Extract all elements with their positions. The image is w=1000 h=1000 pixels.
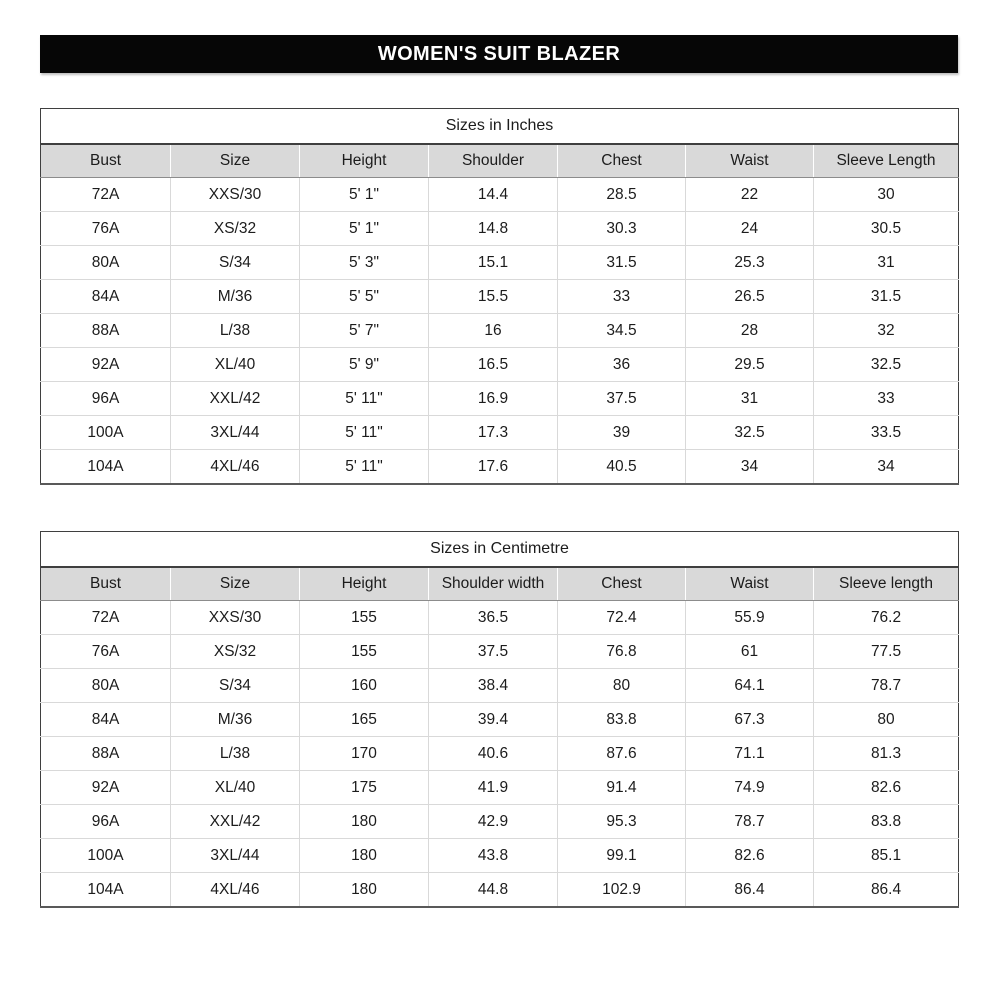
- cell: 38.4: [429, 669, 558, 703]
- cell: 17.3: [429, 416, 558, 450]
- cell: S/34: [171, 246, 300, 280]
- header-row: [41, 144, 959, 178]
- cell: 30.5: [814, 212, 959, 246]
- cell: 84A: [41, 280, 171, 314]
- cell: 15.1: [429, 246, 558, 280]
- cell: 55.9: [686, 601, 814, 635]
- cell: 83.8: [814, 805, 959, 839]
- header-row: [41, 567, 959, 601]
- cell: 5' 1": [300, 212, 429, 246]
- cell: L/38: [171, 737, 300, 771]
- table-row: [41, 450, 959, 485]
- cell: 16: [429, 314, 558, 348]
- table-row: [41, 382, 959, 416]
- column-header: Sleeve length: [814, 567, 959, 601]
- cell: XXS/30: [171, 178, 300, 212]
- table-caption: Sizes in Inches: [41, 109, 959, 145]
- cell: 180: [300, 805, 429, 839]
- cell: 4XL/46: [171, 450, 300, 485]
- cell: 82.6: [814, 771, 959, 805]
- cell: 33: [814, 382, 959, 416]
- table-row: [41, 771, 959, 805]
- cell: 71.1: [686, 737, 814, 771]
- cell: 72A: [41, 178, 171, 212]
- cell: XS/32: [171, 212, 300, 246]
- cell: 96A: [41, 805, 171, 839]
- cell: 14.4: [429, 178, 558, 212]
- cell: 76.2: [814, 601, 959, 635]
- cell: XXS/30: [171, 601, 300, 635]
- sizes-in-inches-table: [40, 108, 959, 485]
- table-row: [41, 737, 959, 771]
- cell: 80: [814, 703, 959, 737]
- cell: 25.3: [686, 246, 814, 280]
- cell: 5' 11": [300, 450, 429, 485]
- column-header: Waist: [686, 567, 814, 601]
- cell: 87.6: [558, 737, 686, 771]
- cell: 67.3: [686, 703, 814, 737]
- cell: L/38: [171, 314, 300, 348]
- cell: 5' 1": [300, 178, 429, 212]
- cell: 33.5: [814, 416, 959, 450]
- column-header: Bust: [41, 144, 171, 178]
- table-row: [41, 178, 959, 212]
- cell: 44.8: [429, 873, 558, 908]
- cell: 80A: [41, 246, 171, 280]
- cell: 31: [814, 246, 959, 280]
- table-row: [41, 212, 959, 246]
- cell: 165: [300, 703, 429, 737]
- cell: 91.4: [558, 771, 686, 805]
- cell: 155: [300, 601, 429, 635]
- cell: 76A: [41, 635, 171, 669]
- cell: XXL/42: [171, 805, 300, 839]
- cell: 5' 11": [300, 382, 429, 416]
- cell: 76A: [41, 212, 171, 246]
- cell: 36.5: [429, 601, 558, 635]
- table-row: [41, 805, 959, 839]
- cell: 22: [686, 178, 814, 212]
- cell: 30: [814, 178, 959, 212]
- table-row: [41, 348, 959, 382]
- cell: 78.7: [686, 805, 814, 839]
- table-row: [41, 601, 959, 635]
- cell: 37.5: [429, 635, 558, 669]
- cell: 17.6: [429, 450, 558, 485]
- cell: 36: [558, 348, 686, 382]
- table-row: [41, 873, 959, 908]
- column-header: Chest: [558, 567, 686, 601]
- cell: 34: [686, 450, 814, 485]
- column-header: Size: [171, 567, 300, 601]
- cell: 77.5: [814, 635, 959, 669]
- cell: 92A: [41, 771, 171, 805]
- cell: 84A: [41, 703, 171, 737]
- table-row: [41, 703, 959, 737]
- table-row: [41, 246, 959, 280]
- cell: 88A: [41, 314, 171, 348]
- cell: 37.5: [558, 382, 686, 416]
- cell: 160: [300, 669, 429, 703]
- cell: 43.8: [429, 839, 558, 873]
- cell: 33: [558, 280, 686, 314]
- column-header: Height: [300, 567, 429, 601]
- cell: 14.8: [429, 212, 558, 246]
- cell: 100A: [41, 416, 171, 450]
- cell: 82.6: [686, 839, 814, 873]
- sizes-in-centimetre-section: [40, 531, 958, 908]
- cell: 3XL/44: [171, 839, 300, 873]
- table-row: [41, 416, 959, 450]
- cell: 16.9: [429, 382, 558, 416]
- cell: 40.6: [429, 737, 558, 771]
- cell: 104A: [41, 450, 171, 485]
- table-row: [41, 314, 959, 348]
- cell: 76.8: [558, 635, 686, 669]
- cell: 61: [686, 635, 814, 669]
- cell: 96A: [41, 382, 171, 416]
- cell: M/36: [171, 280, 300, 314]
- column-header: Waist: [686, 144, 814, 178]
- cell: 5' 7": [300, 314, 429, 348]
- cell: 42.9: [429, 805, 558, 839]
- cell: 86.4: [686, 873, 814, 908]
- cell: 31.5: [558, 246, 686, 280]
- cell: 5' 9": [300, 348, 429, 382]
- cell: 175: [300, 771, 429, 805]
- column-header: Chest: [558, 144, 686, 178]
- cell: 32.5: [814, 348, 959, 382]
- cell: 100A: [41, 839, 171, 873]
- cell: 34: [814, 450, 959, 485]
- table-row: [41, 839, 959, 873]
- cell: 80A: [41, 669, 171, 703]
- cell: 83.8: [558, 703, 686, 737]
- table-row: [41, 635, 959, 669]
- cell: 5' 5": [300, 280, 429, 314]
- cell: 86.4: [814, 873, 959, 908]
- cell: 26.5: [686, 280, 814, 314]
- cell: 102.9: [558, 873, 686, 908]
- cell: 32.5: [686, 416, 814, 450]
- table-row: [41, 280, 959, 314]
- cell: 180: [300, 873, 429, 908]
- cell: 72.4: [558, 601, 686, 635]
- table-row: [41, 669, 959, 703]
- cell: 81.3: [814, 737, 959, 771]
- cell: 180: [300, 839, 429, 873]
- cell: 78.7: [814, 669, 959, 703]
- cell: XS/32: [171, 635, 300, 669]
- cell: 3XL/44: [171, 416, 300, 450]
- cell: 28: [686, 314, 814, 348]
- cell: 92A: [41, 348, 171, 382]
- cell: 16.5: [429, 348, 558, 382]
- column-header: Shoulder: [429, 144, 558, 178]
- table-caption: Sizes in Centimetre: [41, 532, 959, 568]
- column-header: Height: [300, 144, 429, 178]
- cell: 24: [686, 212, 814, 246]
- cell: 29.5: [686, 348, 814, 382]
- cell: 31.5: [814, 280, 959, 314]
- cell: 39: [558, 416, 686, 450]
- column-header: Size: [171, 144, 300, 178]
- column-header: Shoulder width: [429, 567, 558, 601]
- cell: 40.5: [558, 450, 686, 485]
- cell: 30.3: [558, 212, 686, 246]
- cell: 104A: [41, 873, 171, 908]
- cell: XXL/42: [171, 382, 300, 416]
- cell: 5' 3": [300, 246, 429, 280]
- cell: M/36: [171, 703, 300, 737]
- cell: 31: [686, 382, 814, 416]
- sizes-in-inches-section: [40, 108, 958, 485]
- column-header: Sleeve Length: [814, 144, 959, 178]
- cell: 64.1: [686, 669, 814, 703]
- page-title: WOMEN'S SUIT BLAZER: [40, 35, 958, 73]
- cell: 155: [300, 635, 429, 669]
- cell: 80: [558, 669, 686, 703]
- cell: S/34: [171, 669, 300, 703]
- cell: 99.1: [558, 839, 686, 873]
- column-header: Bust: [41, 567, 171, 601]
- cell: 15.5: [429, 280, 558, 314]
- cell: XL/40: [171, 771, 300, 805]
- cell: 34.5: [558, 314, 686, 348]
- cell: XL/40: [171, 348, 300, 382]
- cell: 95.3: [558, 805, 686, 839]
- cell: 32: [814, 314, 959, 348]
- cell: 41.9: [429, 771, 558, 805]
- cell: 28.5: [558, 178, 686, 212]
- cell: 39.4: [429, 703, 558, 737]
- cell: 85.1: [814, 839, 959, 873]
- sizes-in-centimetre-table: [40, 531, 959, 908]
- cell: 170: [300, 737, 429, 771]
- cell: 88A: [41, 737, 171, 771]
- cell: 5' 11": [300, 416, 429, 450]
- cell: 74.9: [686, 771, 814, 805]
- cell: 72A: [41, 601, 171, 635]
- cell: 4XL/46: [171, 873, 300, 908]
